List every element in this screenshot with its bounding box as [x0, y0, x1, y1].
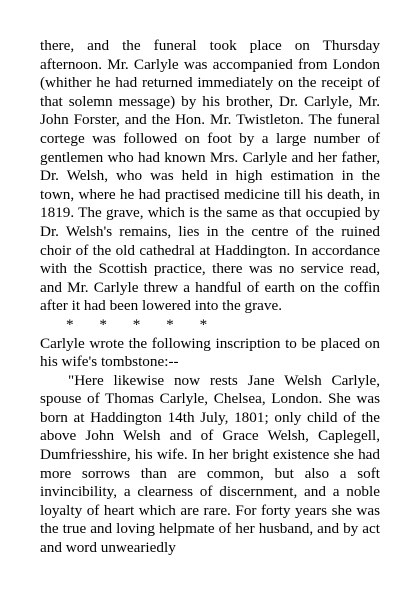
section-separator: * * * * * — [66, 315, 208, 333]
inscription-paragraph: "Here likewise now rests Jane Welsh Carlyle, spouse of Thomas Carlyle, Chelsea, London. She was born at Haddington 14th July, 1801; only child of the above John Welsh and of Grace Welsh, Caplegell, Dumfriesshire, his wife. In her bright existence she had more sorrows than are common, but also a soft invincibility, a clearness of discernment, and a noble loyalty of heart which are rare. For forty years she was the true and loving helpmate of her husband, and by act and word unweariedly — [40, 371, 380, 557]
document-page — [40, 37, 380, 558]
funeral-paragraph: there, and the funeral took place on Thursday afternoon. Mr. Carlyle was accompanied from London (whither he had returned immediately on the receipt of that solemn message) by his brother, Dr. Carlyle, Mr. John Forster, and the Hon. Mr. Twistleton. The funeral cortege was followed on foot by a large number of gentlemen who had known Mrs. Carlyle and her father, Dr. Welsh, who was held in high estimation in the town, where he had practised medicine till his death, in 1819. The grave, which is the same as that occupied by Dr. Welsh's remains, lies in the centre of the ruined choir of the old cathedral at Haddington. In accordance with the Scottish practice, there was no service read, and Mr. Carlyle threw a handful of earth on the coffin after it had been lowered into the grave. — [40, 37, 380, 315]
inscription-intro-paragraph: Carlyle wrote the following inscription to be placed on his wife's tombstone:-- — [40, 334, 380, 371]
